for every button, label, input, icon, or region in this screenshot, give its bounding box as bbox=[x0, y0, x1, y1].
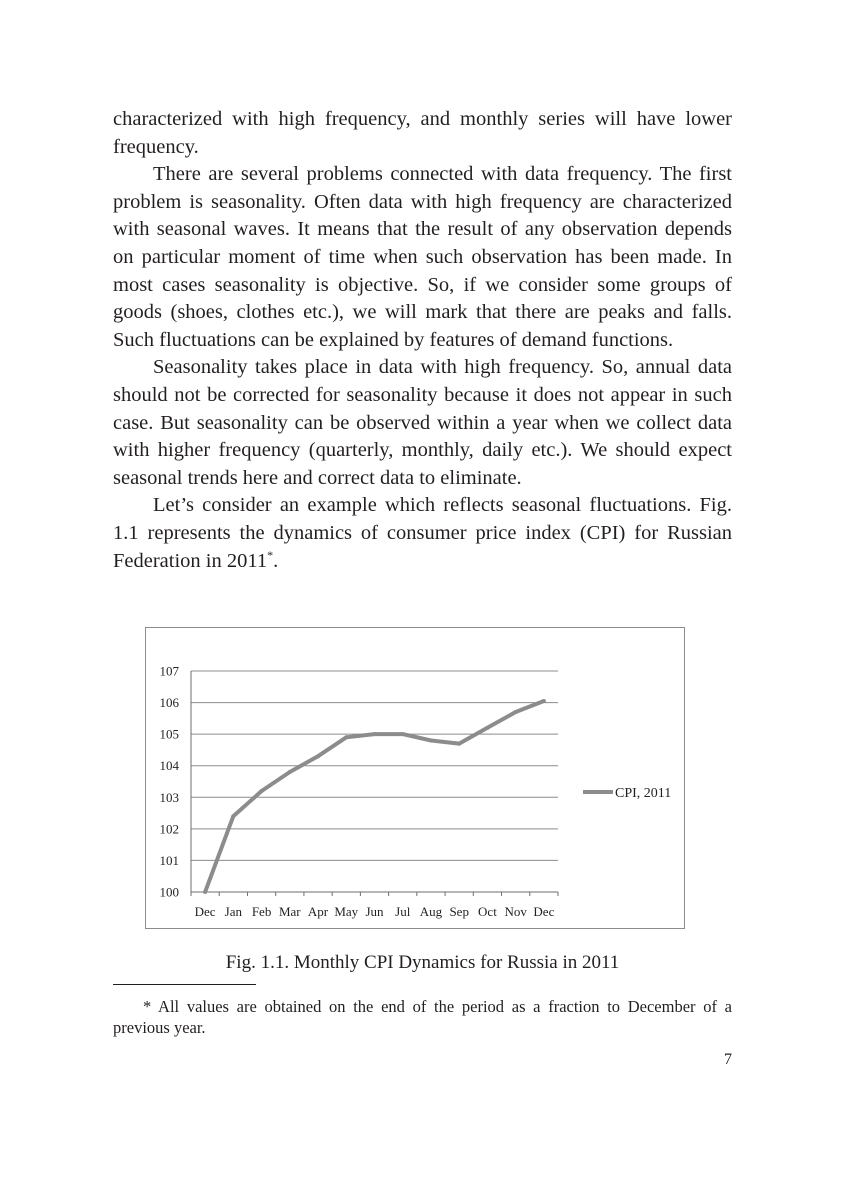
y-tick-label-105: 105 bbox=[159, 726, 179, 742]
data-point-apr-4 bbox=[316, 754, 320, 758]
x-tick-label-jul-7: Jul bbox=[395, 904, 411, 919]
x-tick-label-may-5: May bbox=[334, 904, 359, 919]
y-tick-label-107: 107 bbox=[159, 663, 179, 679]
y-tick-label-103: 103 bbox=[159, 789, 179, 805]
paragraph-2: There are several problems connected with data frequency. The first problem is seasonality. Often data with high frequency are characterized with seasonal waves. It means that the result of any observation depends on particular moment of time when such observation has been made. In most cases seasonality is objective. So, if we consider some groups of goods (shoes, clothes etc.), we will mark that there are peaks and falls. Such fluctuations can be explained by features of demand functions. bbox=[113, 163, 732, 351]
data-point-jan-1 bbox=[231, 814, 235, 818]
figure-caption: Fig. 1.1. Monthly CPI Dynamics for Russia in 2011 bbox=[225, 952, 620, 973]
data-point-may-5 bbox=[344, 735, 348, 739]
body-text bbox=[113, 106, 732, 575]
x-tick-label-aug-8: Aug bbox=[419, 904, 443, 919]
data-point-oct-10 bbox=[485, 726, 489, 730]
x-tick-label-feb-2: Feb bbox=[251, 904, 272, 919]
footnote: * All values are obtained on the end of the period as a fraction to December of a previous year. bbox=[113, 997, 732, 1037]
y-tick-label-100: 100 bbox=[159, 884, 179, 900]
data-point-dec-12 bbox=[542, 699, 546, 703]
y-tick-label-106: 106 bbox=[159, 695, 179, 711]
y-tick-label-101: 101 bbox=[159, 852, 179, 868]
data-point-aug-8 bbox=[429, 738, 433, 742]
paragraph-3: Seasonality takes place in data with high frequency. So, annual data should not be corrected for seasonality because it does not appear in such case. But seasonality can be observed within a year when we collect data with higher frequency (quarterly, monthly, daily etc.). We should expect seasonal trends here and correct data to eliminate. bbox=[113, 356, 732, 489]
x-tick-label-jan-1: Jan bbox=[224, 904, 243, 919]
y-tick-label-104: 104 bbox=[159, 758, 179, 774]
x-tick-label-nov-11: Nov bbox=[504, 904, 527, 919]
paragraph-4-text: Let’s consider an example which reflects seasonal fluctuations. Fig. 1.1 represents the dynamics of consumer price index (CPI) for Russian Federation in 2011 bbox=[113, 494, 732, 572]
x-tick-label-mar-3: Mar bbox=[278, 904, 301, 919]
paragraph-4-end: . bbox=[273, 549, 279, 572]
paragraph-4 bbox=[113, 492, 732, 575]
data-point-mar-3 bbox=[288, 770, 292, 774]
data-point-jun-6 bbox=[373, 732, 377, 736]
x-tick-label-oct-10: Oct bbox=[478, 904, 497, 919]
x-tick-label-sep-9: Sep bbox=[449, 904, 469, 919]
x-tick-label-jun-6: Jun bbox=[365, 904, 384, 919]
data-point-sep-9 bbox=[457, 742, 461, 746]
data-point-dec-0 bbox=[203, 890, 207, 894]
legend-label: CPI, 2011 bbox=[615, 786, 672, 801]
series-line-cpi-2011 bbox=[205, 701, 544, 892]
paragraph-1: characterized with high frequency, and monthly series will have lower frequency. bbox=[113, 108, 732, 158]
data-point-feb-2 bbox=[260, 789, 264, 793]
y-tick-label-102: 102 bbox=[159, 821, 179, 837]
footnote-divider bbox=[113, 984, 256, 985]
data-point-nov-11 bbox=[514, 710, 518, 714]
x-tick-label-dec-12: Dec bbox=[533, 904, 555, 919]
x-tick-label-apr-4: Apr bbox=[307, 904, 329, 919]
page-number: 7 bbox=[724, 1051, 732, 1068]
data-point-jul-7 bbox=[401, 732, 405, 736]
cpi-chart-svg bbox=[146, 628, 686, 930]
x-tick-label-dec-0: Dec bbox=[194, 904, 216, 919]
footnote-marker: * bbox=[267, 547, 274, 562]
cpi-chart bbox=[145, 627, 685, 929]
